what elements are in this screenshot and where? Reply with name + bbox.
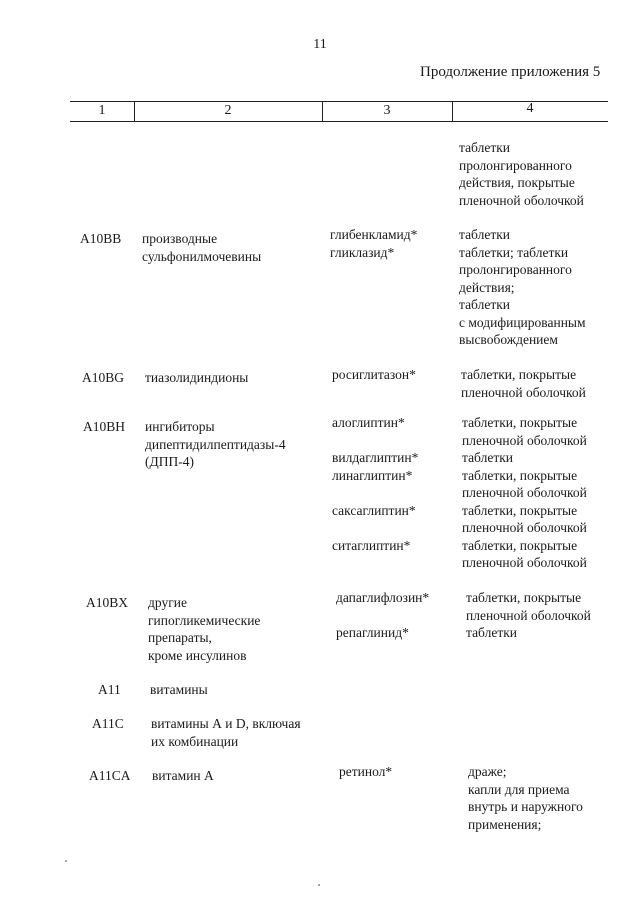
drug-group	[150, 681, 208, 699]
drug-name: росиглитазон*	[332, 367, 416, 382]
drug-group	[145, 369, 248, 387]
dosage-form-line: драже;	[468, 764, 507, 779]
drug-group	[151, 715, 301, 750]
drug-name	[332, 519, 418, 537]
drug-names	[332, 414, 418, 554]
dosage-form-line: таблетки, покрытые	[461, 367, 577, 382]
dosage-form-line: капли для приема	[468, 781, 570, 797]
dosage-form-line: пленочной оболочкой	[462, 485, 587, 500]
drug-group-line: витамин А	[152, 768, 214, 783]
dosage-form-line: пролонгированного	[459, 157, 572, 173]
drug-name: алоглиптин*	[332, 415, 405, 430]
column-header-4: 4	[526, 101, 534, 116]
dosage-form-line: таблетки	[459, 227, 511, 242]
dosage-form-line: пленочной оболочкой	[466, 607, 591, 623]
dosage-form-line: действия, покрытые	[459, 175, 575, 190]
drug-name: линаглиптин*	[332, 467, 413, 483]
continuation-caption: Продолжение приложения 5	[420, 64, 601, 80]
dosage-forms	[466, 589, 591, 642]
atc-code: A10BH	[83, 419, 126, 434]
dosage-forms	[462, 414, 587, 572]
dosage-form-line: таблетки, покрытые	[466, 590, 582, 605]
drug-name	[332, 432, 418, 450]
drug-group-line: сульфонилмочевины	[142, 248, 262, 264]
drug-group	[152, 767, 214, 785]
dosage-forms	[459, 226, 586, 349]
drug-group	[145, 418, 286, 471]
dosage-form-line: пленочной оболочкой	[462, 432, 587, 448]
column-header-2: 2	[224, 103, 232, 118]
dosage-form-line: таблетки, покрытые	[462, 502, 578, 518]
drug-group-line: дипептидилпептидазы-4	[145, 436, 286, 452]
dosage-forms	[468, 763, 583, 833]
atc-code: A11	[98, 682, 121, 697]
drug-group-line: производные	[142, 231, 218, 246]
drug-name: гликлазид*	[330, 244, 395, 260]
scan-speck	[318, 884, 320, 886]
dosage-form-line: таблетки	[466, 625, 518, 640]
drug-name	[336, 607, 429, 625]
drug-names	[332, 366, 416, 384]
drug-group-line: тиазолидиндионы	[145, 370, 249, 385]
drug-names	[339, 763, 392, 781]
column-header-1: 1	[98, 103, 106, 118]
dosage-form-line: пленочной оболочкой	[462, 555, 587, 570]
table-header-bottom-rule	[70, 121, 608, 122]
page-number: 11	[313, 37, 327, 52]
dosage-form-line: пленочной оболочкой	[459, 192, 584, 208]
table-row-continued-forms	[459, 139, 584, 209]
drug-group-line: препараты,	[148, 630, 212, 645]
atc-code: A11C	[92, 716, 124, 731]
dosage-form-line: таблетки; таблетки	[459, 244, 569, 260]
drug-group-line: кроме инсулинов	[148, 647, 247, 663]
scan-speck	[65, 860, 67, 862]
drug-name: репаглинид*	[336, 625, 409, 640]
atc-code: A11CA	[89, 768, 131, 783]
drug-names	[336, 589, 429, 642]
drug-names	[330, 226, 417, 261]
drug-name: ретинол*	[339, 764, 393, 779]
drug-group-line: гипогликемические	[148, 612, 261, 628]
drug-group-line: другие	[148, 595, 187, 610]
drug-group	[142, 230, 261, 265]
dosage-form-line: таблетки, покрытые	[462, 467, 578, 483]
atc-code: A10BX	[86, 595, 129, 610]
atc-code: A10BG	[82, 370, 125, 385]
dosage-form-line: пленочной оболочкой	[462, 520, 587, 535]
drug-group-line: ингибиторы	[145, 419, 215, 434]
drug-name: ситаглиптин*	[332, 537, 411, 553]
dosage-form-line: таблетки	[462, 450, 514, 465]
dosage-form-line: применения;	[468, 816, 542, 832]
dosage-form-line: пролонгированного	[459, 262, 572, 277]
dosage-forms	[461, 366, 586, 401]
drug-name: саксаглиптин*	[332, 502, 416, 518]
drug-group-line: витамины	[150, 682, 208, 697]
dosage-form-line: с модифицированным	[459, 314, 586, 330]
drug-name: вилдаглиптин*	[332, 450, 419, 465]
drug-name: дапаглифлозин*	[336, 590, 430, 605]
dosage-form-line: действия;	[459, 279, 515, 295]
dosage-form-line: внутрь и наружного	[468, 799, 583, 814]
drug-name	[332, 484, 418, 502]
column-header-3: 3	[383, 103, 391, 118]
drug-group-line: (ДПП-4)	[145, 454, 194, 469]
dosage-form-line: высвобождением	[459, 332, 558, 347]
dosage-form-line: таблетки, покрытые	[462, 415, 578, 430]
drug-group	[148, 594, 260, 664]
dosage-form-line: таблетки	[459, 297, 511, 312]
drug-group-line: их комбинации	[151, 733, 239, 749]
atc-code: A10BB	[80, 231, 122, 246]
dosage-form-line: таблетки	[459, 140, 511, 155]
dosage-form-line: таблетки, покрытые	[462, 537, 578, 553]
drug-name: глибенкламид*	[330, 227, 418, 242]
drug-group-line: витамины А и D, включая	[151, 716, 301, 731]
dosage-form-line: пленочной оболочкой	[461, 384, 586, 400]
